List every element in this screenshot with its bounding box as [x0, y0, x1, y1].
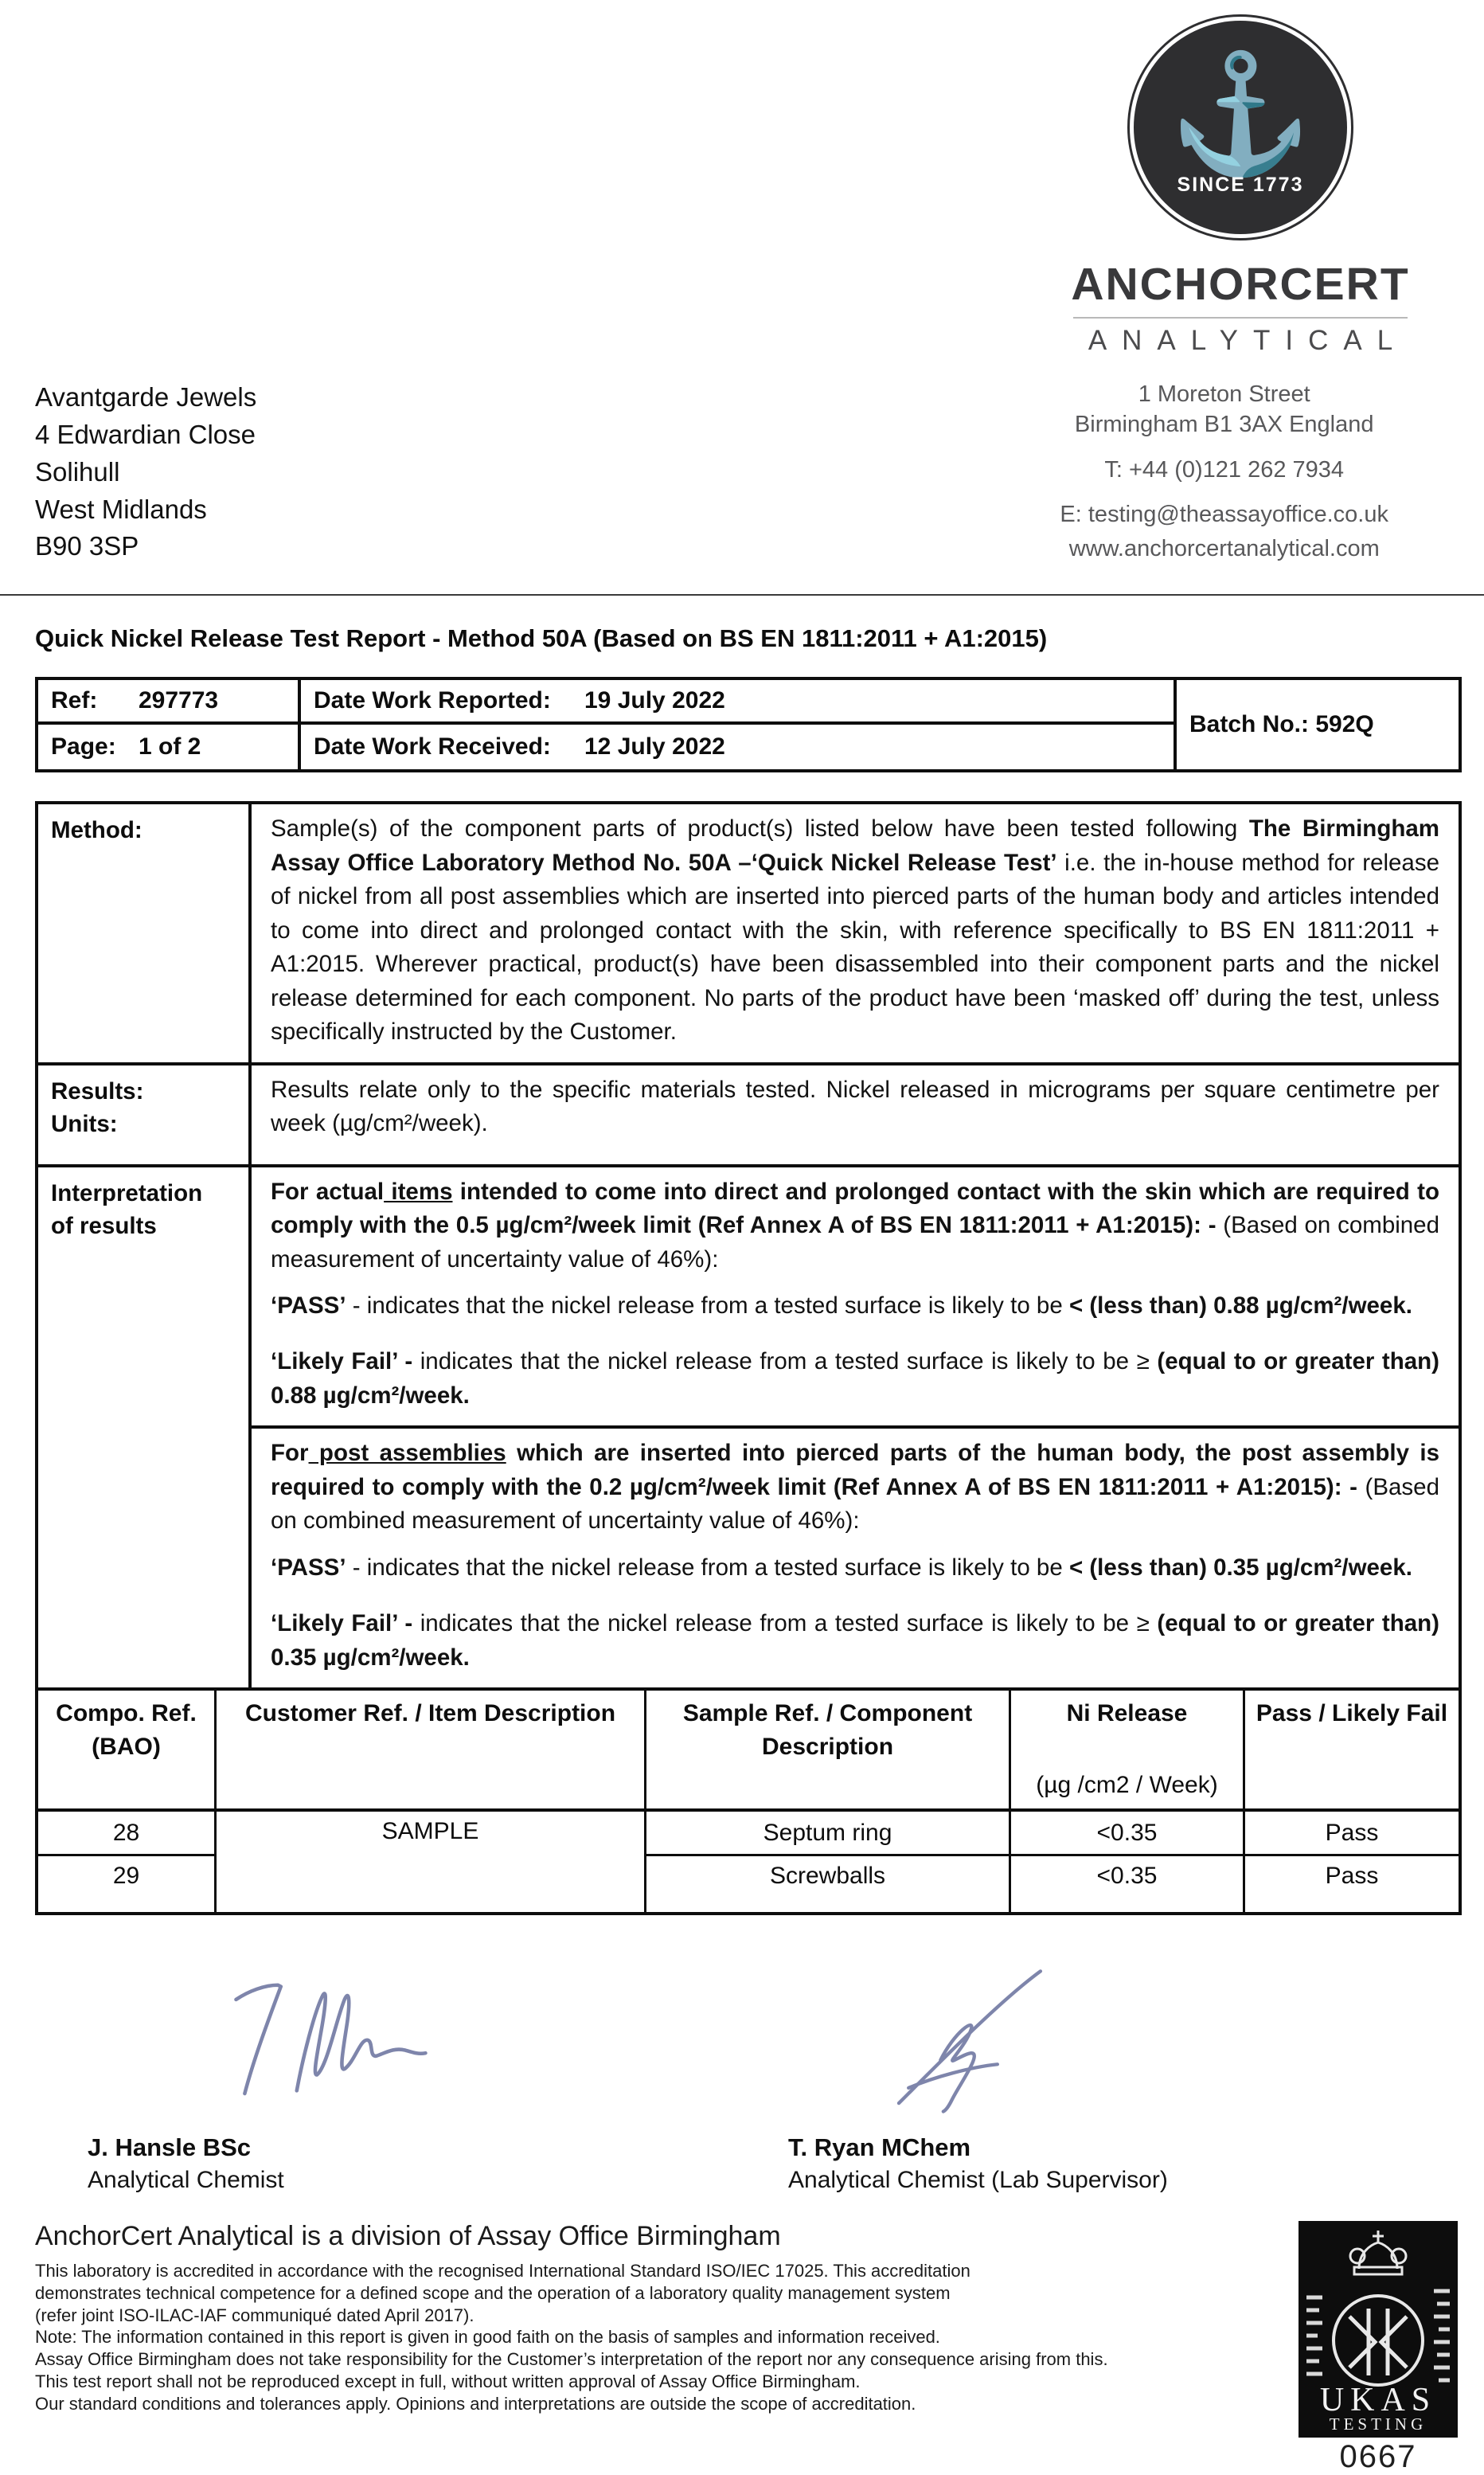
header — [0, 0, 1484, 357]
reference-table — [35, 677, 1462, 772]
ukas-accreditation — [1296, 2221, 1460, 2475]
contact-line: Birmingham B1 3AX England — [1074, 412, 1374, 438]
signatures-row — [35, 1952, 1449, 2194]
items-intro-bold: intended to come into direct and prolonged contact with the skin which are required to comply with the 0.5 µg/cm²/week limit (Ref Annex A of BS EN 1811:2011 + A1:2015): - — [271, 1178, 1439, 1239]
anchor-icon: ⚓ — [1168, 48, 1313, 178]
signatory-name: J. Hansle BSc — [88, 2133, 252, 2162]
logo-since-text: SINCE 1773 — [1177, 173, 1304, 196]
pass-text: - indicates that the nickel release from a tested surface is likely to be — [346, 1554, 1069, 1581]
pass-term: ‘PASS’ — [271, 1292, 346, 1319]
address-line: West Midlands — [35, 494, 207, 524]
results-units-label — [38, 1062, 252, 1164]
posts-pass-line — [271, 1551, 1439, 1585]
ukas-testing-label: TESTING — [1329, 2414, 1427, 2434]
header-line: Sample Ref. / Component — [682, 1700, 973, 1727]
page-label: Page: — [51, 733, 116, 760]
signatory-name: T. Ryan MChem — [788, 2133, 971, 2162]
brand-wordmark: ANCHORCERT — [1071, 259, 1410, 310]
interpretation-label-line: Interpretation — [51, 1179, 203, 1206]
table-row-cell-customer: SAMPLE — [217, 1812, 646, 1912]
table-row-cell-sample: Screwballs — [646, 1856, 1011, 1912]
date-received-label: Date Work Received: — [314, 733, 551, 760]
units-label-line: Units: — [51, 1110, 118, 1137]
batch-number: Batch No.: 592Q — [1189, 711, 1374, 738]
lab-contact — [1060, 379, 1388, 564]
pass-term: ‘PASS’ — [271, 1554, 346, 1581]
signature-ryan-icon — [788, 1952, 1168, 2125]
interpretation-posts-block — [252, 1425, 1459, 1687]
address-row — [0, 357, 1484, 565]
col-header-compo-ref — [38, 1691, 217, 1812]
footer-line: Note: The information contained in this report is given in good faith on the basis of samples and information received. — [35, 2327, 940, 2348]
footer-line: This test report shall not be reproduced except in full, without written approval of Assay Office Birmingham. — [35, 2371, 861, 2391]
footer-text — [35, 2221, 1296, 2414]
header-line: Ni Release — [1066, 1700, 1188, 1727]
table-row-cell-compo: 28 — [38, 1812, 217, 1856]
pass-text: - indicates that the nickel release from a tested surface is likely to be — [346, 1292, 1069, 1319]
report-title: Quick Nickel Release Test Report - Method 50A (Based on BS EN 1811:2011 + A1:2015) — [35, 624, 1048, 653]
footer — [35, 2221, 1460, 2475]
fail-threshold: (equal to or greater than) 0.88 µg/cm²/week. — [271, 1348, 1440, 1409]
results-label-line: Results: — [51, 1077, 144, 1105]
brand-subtitle: ANALYTICAL — [1088, 325, 1408, 356]
ref-label: Ref: — [51, 687, 98, 714]
address-line: Solihull — [35, 456, 120, 487]
table-row-cell-ni: <0.35 — [1011, 1856, 1245, 1912]
page-cell — [38, 725, 301, 769]
contact-line: E: testing@theassayoffice.co.uk — [1060, 501, 1388, 527]
items-fail-line — [271, 1345, 1439, 1413]
items-intro-bold: For actual — [271, 1178, 385, 1205]
date-reported-cell — [301, 680, 1177, 725]
fail-term: ‘Likely Fail’ - — [271, 1610, 413, 1637]
posts-intro-regular: (Based on combined measurement of uncertainty value of 46%): — [271, 1473, 1439, 1535]
signature-hansle-icon — [88, 1952, 581, 2125]
signature-left — [88, 1952, 581, 2194]
address-line: B90 3SP — [35, 531, 139, 561]
posts-intro-underlined: post assemblies — [308, 1440, 506, 1467]
signature-right — [788, 1952, 1168, 2194]
col-header-pass-fail: Pass / Likely Fail — [1245, 1691, 1459, 1812]
col-header-customer-ref: Customer Ref. / Item Description — [217, 1691, 646, 1812]
info-table — [35, 801, 1462, 1687]
posts-intro-bold: which are inserted into pierced parts of the human body, the post assembly is required to comply with the 0.2 µg/cm²/week limit (Ref Annex A of BS EN 1811:2011 + A1:2015): - — [271, 1440, 1439, 1500]
footer-line: This laboratory is accredited in accordance with the recognised International Standard ISO/IEC 17025. This accreditation — [35, 2261, 970, 2281]
method-text-bold: The Birmingham Assay Office Laboratory Method No. 50A –‘Quick Nickel Release Test’ — [271, 815, 1439, 876]
ukas-label: UKAS — [1319, 2382, 1437, 2419]
signatory-title: Analytical Chemist (Lab Supervisor) — [788, 2167, 1168, 2194]
posts-fail-line — [271, 1607, 1439, 1675]
footer-line: (refer joint ISO-ILAC-IAF communiqué dated April 2017). — [35, 2305, 474, 2325]
ref-value: 297773 — [139, 687, 219, 714]
results-table — [35, 1687, 1462, 1915]
footer-line: Our standard conditions and tolerances apply. Opinions and interpretations are outside the scope of accreditation. — [35, 2393, 916, 2414]
method-text — [252, 804, 1459, 1062]
table-row-cell-result: Pass — [1245, 1812, 1459, 1856]
items-intro-regular: (Based on combined measurement of uncertainty value of 46%): — [271, 1212, 1439, 1273]
fail-text: indicates that the nickel release from a tested surface is likely to be ≥ — [412, 1610, 1158, 1637]
anchorcert-logo — [1065, 21, 1416, 357]
page-value: 1 of 2 — [139, 733, 201, 760]
address-line: Avantgarde Jewels — [35, 382, 257, 412]
interpretation-items-block — [252, 1164, 1459, 1426]
posts-intro — [271, 1437, 1439, 1538]
ukas-number: 0667 — [1339, 2439, 1417, 2475]
interpretation-label — [38, 1164, 252, 1688]
items-intro — [271, 1175, 1439, 1277]
signatory-title: Analytical Chemist — [88, 2167, 284, 2194]
interpretation-label-line: of results — [51, 1212, 157, 1239]
footer-line: Assay Office Birmingham does not take responsibility for the Customer’s interpretation of the report nor any consequence arising from this. — [35, 2349, 1108, 2370]
pass-threshold: < (less than) 0.35 µg/cm²/week. — [1068, 1554, 1412, 1581]
pass-threshold: < (less than) 0.88 µg/cm²/week. — [1068, 1292, 1412, 1319]
logo-circle — [1134, 21, 1347, 234]
fail-threshold: (equal to or greater than) 0.35 µg/cm²/week. — [271, 1610, 1440, 1671]
table-row-cell-ni: <0.35 — [1011, 1812, 1245, 1856]
date-received-value: 12 July 2022 — [584, 733, 725, 760]
date-reported-value: 19 July 2022 — [584, 687, 725, 714]
col-header-sample-ref — [646, 1691, 1011, 1812]
header-line: Description — [761, 1734, 894, 1761]
ref-cell — [38, 680, 301, 725]
method-text-part: Sample(s) of the component parts of product(s) listed below have been tested following — [271, 815, 1249, 843]
horizontal-divider — [0, 594, 1484, 596]
header-line: (BAO) — [92, 1734, 161, 1761]
fail-text: indicates that the nickel release from a tested surface is likely to be ≥ — [412, 1348, 1158, 1375]
table-row-cell-sample: Septum ring — [646, 1812, 1011, 1856]
results-units-text: Results relate only to the specific materials tested. Nickel released in micrograms per square centimetre per week (µg/cm²/week). — [252, 1062, 1459, 1164]
method-text-part: i.e. the in-house method for release of nickel from all post assemblies which are inserted into pierced parts of the human body and articles intended to come into direct and prolonged contact with the skin, with reference specifically to BS EN 1811:2011 + A1:2015. Wherever practical, product(s) have been disassembled into their component parts and the nickel release determined for each component. No parts of the product have been ‘masked off’ during the test, unless specifically instructed by the Customer. — [271, 849, 1439, 1046]
contact-line: www.anchorcertanalytical.com — [1068, 536, 1380, 562]
method-label: Method: — [38, 804, 252, 1062]
items-intro-underlined: items — [384, 1178, 453, 1205]
contact-line: 1 Moreton Street — [1138, 381, 1310, 407]
brand-divider — [1073, 317, 1408, 319]
footer-line: demonstrates technical competence for a defined scope and the operation of a laboratory quality management system — [35, 2282, 951, 2303]
contact-line: T: +44 (0)121 262 7934 — [1104, 456, 1345, 483]
table-row-cell-result: Pass — [1325, 1863, 1379, 1890]
customer-address — [35, 379, 256, 565]
items-pass-line — [271, 1289, 1439, 1323]
posts-intro-bold: For — [271, 1440, 309, 1467]
header-line: Compo. Ref. — [56, 1700, 197, 1727]
header-units-line: (µg /cm2 / Week) — [1036, 1772, 1218, 1799]
ukas-testing-badge — [1298, 2221, 1458, 2438]
table-row-cell-compo: 29 — [38, 1856, 217, 1912]
date-received-cell — [301, 725, 1177, 769]
fail-term: ‘Likely Fail’ - — [271, 1348, 413, 1375]
col-header-ni-release — [1011, 1691, 1245, 1812]
footer-heading: AnchorCert Analytical is a division of Assay Office Birmingham — [35, 2221, 781, 2252]
date-reported-label: Date Work Reported: — [314, 687, 551, 714]
address-line: 4 Edwardian Close — [35, 419, 256, 449]
